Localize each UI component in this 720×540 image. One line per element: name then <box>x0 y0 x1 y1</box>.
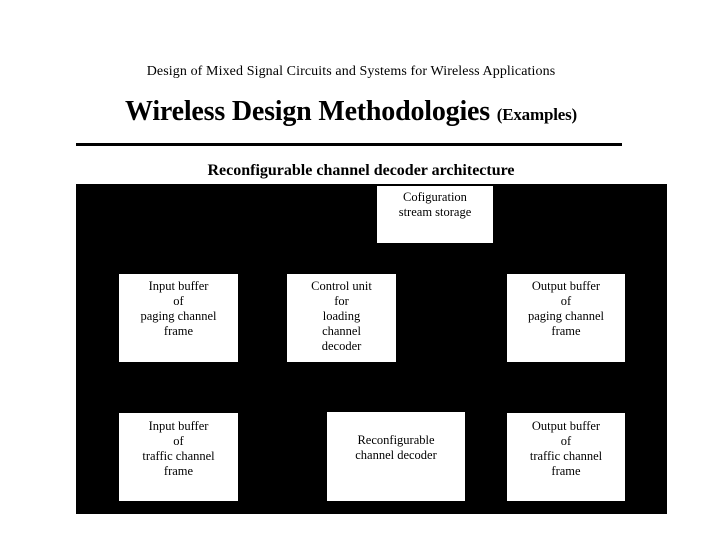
block-label: Input buffer of traffic channel frame <box>142 419 215 478</box>
slide-title-sub: (Examples) <box>496 105 577 124</box>
block-label: Control unit for loading channel decoder <box>311 279 372 353</box>
diagram-caption: Reconfigurable channel decoder architecture <box>207 162 515 179</box>
control-unit-block <box>287 274 396 362</box>
output-buffer-traffic-block <box>507 413 625 501</box>
block-label: Input buffer of paging channel frame <box>140 279 217 338</box>
block-label: Cofiguration stream storage <box>398 190 472 219</box>
input-buffer-paging-block <box>119 274 238 362</box>
title-divider <box>76 143 622 146</box>
input-buffer-traffic-block <box>119 413 238 501</box>
course-header: Design of Mixed Signal Circuits and Systems for Wireless Applications <box>146 64 556 79</box>
block-label: Output buffer of paging channel frame <box>527 279 604 338</box>
reconfigurable-channel-decoder-block <box>327 412 465 501</box>
output-buffer-paging-block <box>507 274 625 362</box>
block-label: Reconfigurable channel decoder <box>355 433 437 462</box>
block-label: Output buffer of traffic channel frame <box>529 419 603 478</box>
slide-title-main: Wireless Design Methodologies <box>125 96 490 127</box>
slide-title <box>0 96 702 128</box>
configuration-stream-storage-block <box>377 186 493 243</box>
